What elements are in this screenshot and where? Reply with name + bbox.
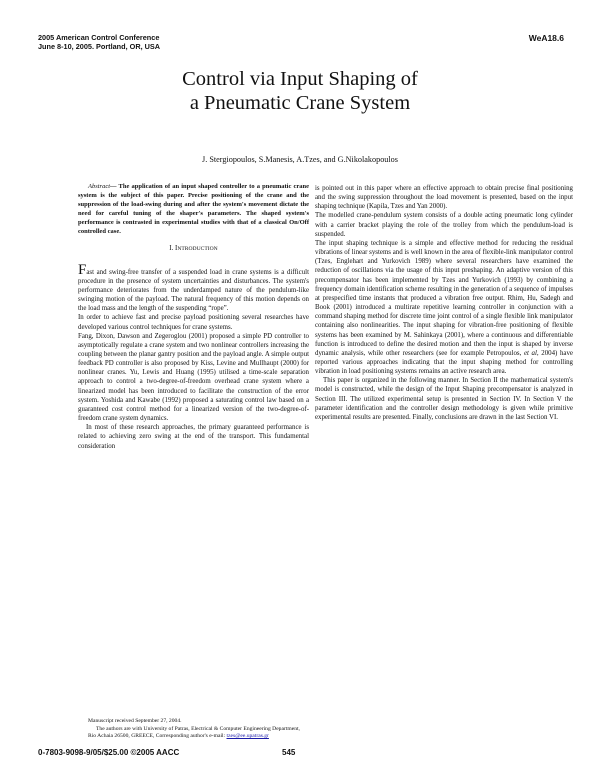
author-email-link[interactable]: tzes@ee.upatras.gr [226,733,269,740]
section-rest: NTRODUCTION [177,246,218,253]
section-heading-introduction [78,244,309,254]
abstract [78,183,309,236]
title-line-1: Control via Input Shaping of [182,68,418,90]
right-column [315,184,573,422]
abstract-text: — The application of an input shaped controller to a pneumatic crane system is the subject of this paper. Precise positioning of the crane and the suppression of the load-swing during and after the system's movement dictate the need for careful tuning of the shaper's parameters. The shaped system's performance is contrasted in experimental studies with that of a classical On/Off controlled case. [78,183,309,235]
drop-cap: F [78,261,87,278]
right-paragraph-3-a: The input shaping technique is a simple and effective method for reducing the residual vibrations of linear systems and is well known in the area of flexible-link manipulator control (Tzes, Englehart and Yurkovich 1989) where several researchers have examined the reduction of oscillations via the usage of this input preshaping. An adaptive version of this precompensator has been implemented by Tzes and Yurkovich (1993) by combining a frequency domain identification scheme resulting in the generation of a sequence of impulses at prespecified time instants that produced a vibration free output. Rhim, Hu, Sadegh and Book (2001) introduced a multirate repetitive learning controller in conjunction with a command shaping method for discrete time joint control of a single flexible link manipulator containing also nonlinearities. The input shaping for vibration-free positioning of flexible systems has been examined by M. Sahinkaya (2001), where a continuous and differentiable function is introduced to define the desired motion and then the input is shaped by inverse dynamic analysis, while other researchers (see for example Petropoulos, [315,239,573,357]
right-paragraph-3-b: , 2004) have reported various approaches indicating that the input shaping method for controlling vibration in load positioning systems remains an active research area. [315,349,573,376]
right-paragraph-1: is pointed out in this paper where an effective approach to obtain precise final positioning and the swing suppression throughout the load movement is presented, based on the input shaping technique (Kapila, Tzes and Yan 2000). [315,185,573,211]
right-paragraph-3-italic: et al [523,349,537,357]
intro-paragraph-4: In most of these research approaches, the primary guaranteed performance is related to achieving zero swing at the end of the transport. This fundamental consideration [78,424,309,450]
paper-title [0,67,600,115]
section-numeral: I. [169,245,174,253]
title-line-2: a Pneumatic Crane System [189,92,411,114]
footnote [88,718,309,741]
section-first-letter: I [175,245,178,253]
intro-paragraph-2: In order to achieve fast and precise payload positioning several researches have developed various control techniques for crane systems. [78,314,309,331]
right-paragraph-2: The modelled crane-pendulum system consists of a double acting pneumatic long cylinder with a carrier bracket playing the role of the trolley from which the pendulum-load is suspended. [315,212,573,238]
footnote-manuscript: Manuscript received September 27, 2004. [88,718,182,724]
right-paragraph-4: This paper is organized in the following manner. In Section II the mathematical system's model is constructed, while the design of the Input Shaping precompensator is analyzed in Section III. The utilized experimental setup is presented in Section IV. In Section V the parameter identification and the controller design methodology is given while primitive experimental results are presented. Finally, conclusions are drawn in the last Section VI. [315,377,573,421]
isbn-copyright: 0-7803-9098-9/05/$25.00 ©2005 AACC [38,748,180,757]
intro-paragraph-1-text: ast and swing-free transfer of a suspended load in crane systems is a difficult procedure in the presence of system uncertainties and disturbances. The system's performance deteriorates from the underdamped nature of the pendulum-like swinging motion of the payload. The natural frequency of this motion depends on the load mass and the length of the suspending “rope”. [78,268,309,313]
conference-date-location: June 8-10, 2005. Portland, OR, USA [38,42,161,51]
footnote-affiliation [88,726,309,741]
intro-paragraph-1 [78,261,309,314]
abstract-lead: Abstract [88,183,111,190]
right-paragraph-3 [315,239,573,376]
left-column [78,183,309,451]
conference-info [38,33,160,51]
footnote-affiliation-text: The authors are with University of Patras, Electrical & Computer Engineering Department, Rio Achaia 26500, GREECE, Corresponding author's e-mail: [88,725,300,740]
page-number: 545 [282,748,296,757]
session-code: WeA18.6 [528,33,564,43]
author-list: J. Stergiopoulos, S.Manesis, A.Tzes, and G.Nikolakopoulos [202,155,398,164]
intro-paragraph-3: Fang, Dixon, Dawson and Zegeroglou (2001) proposed a simple PD controller to asymptotically regulate a crane system and two nonlinear controllers increasing the coupling between the planar gantry position and the payload angle. A simple output feedback PD controller is also proposed by Kiss, Levine and Mullhaupt (2000) for nonlinear cranes. Yu, Lewis and Huang (1995) utilised a time-scale separation approach to control a two-degree-of-freedom overhead crane system where a linearized model has been introduced to facilitate the construction of the error system. Yoshida and Kawabe (1992) proposed a saturating control law based on a guaranteed cost control method for a linearized version of the two-degree-of-freedom crane system dynamics. [78,332,309,423]
conference-name: 2005 American Control Conference [38,33,160,42]
